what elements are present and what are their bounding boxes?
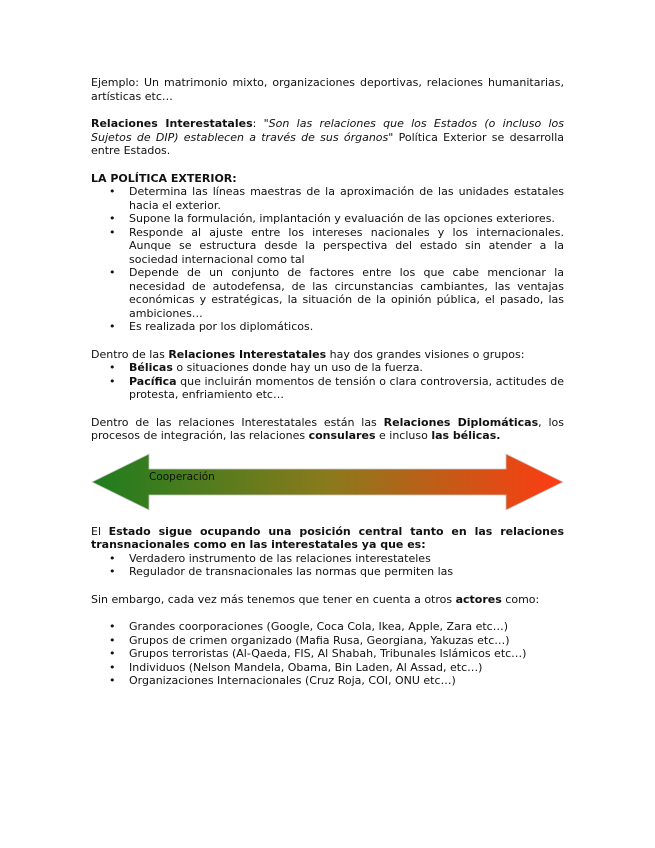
politica-heading: LA POLÍTICA EXTERIOR: [91,171,237,185]
list-item: • Pacífica que incluirán momentos de tensión o clara controversia, actitudes de protesta, enfriamiento etc… [129,375,564,402]
visiones-paragraph: Dentro de las Relaciones Interestatales hay dos grandes visiones o grupos: [91,347,525,361]
list-item: • Verdadero instrumento de las relaciones interestateles [129,552,564,566]
list-item: • Organizaciones Internacionales (Cruz Roja, COI, ONU etc…) [129,674,564,688]
interestatales-definition: Relaciones Interestatales: "Son las relaciones que los Estados (o incluso los Sujetos de DIP) establecen a través de sus órganos" Política Exterior se desarrolla entre Estados. [91,117,565,157]
cooperation-arrow [91,451,564,513]
list-item: • Es realizada por los diplomáticos. [129,320,564,334]
estado-paragraph: El Estado sigue ocupando una posición central tanto en las relaciones transnacionales como en las interestatales ya que es: [91,524,564,551]
list-item: • Supone la formulación, implantación y evaluación de las opciones exteriores. [129,212,564,226]
list-item: • Regulador de transnacionales las normas que permiten las [129,565,564,579]
list-item: • Grupos terroristas (Al-Qaeda, FIS, Al Shabah, Tribunales Islámicos etc…) [129,647,564,661]
list-item: • Individuos (Nelson Mandela, Obama, Bin Laden, Al Assad, etc…) [129,661,564,675]
visiones-list [91,361,564,402]
list-item: • Responde al ajuste entre los intereses nacionales y los internacionales. Aunque se estructura desde la perspectiva del estado sin atender a la sociedad internacional como tal [129,226,564,267]
actores-paragraph: Sin embargo, cada vez más tenemos que tener en cuenta a otros actores como: [91,592,540,606]
definition-quote: "Son las relaciones que los Estados (o incluso los Sujetos de DIP) establecen a través de sus órganos" [91,117,565,144]
intro-paragraph: Ejemplo: Un matrimonio mixto, organizaciones deportivas, relaciones humanitarias, artísticas etc… [91,76,564,103]
politica-list [91,185,564,334]
estado-list [91,552,564,579]
actores-list [91,620,564,688]
list-item: • Grupos de crimen organizado (Mafia Rusa, Georgiana, Yakuzas etc…) [129,634,564,648]
term-interestatales: Relaciones Interestatales [91,117,253,130]
list-item: • Determina las líneas maestras de la aproximación de las unidades estatales hacia el exterior. [129,185,564,212]
list-item: • Grandes coorporaciones (Google, Coca Cola, Ikea, Apple, Zara etc…) [129,620,564,634]
list-item: • Bélicas o situaciones donde hay un uso de la fuerza. [129,361,564,375]
list-item: • Depende de un conjunto de factores entre los que cabe mencionar la necesidad de autodefensa, de las circunstancias cambiantes, las ventajas económicas y estratégicas, la situación de la opinión pública, el pasado, las ambiciones… [129,266,564,320]
dentro-paragraph: Dentro de las relaciones Interestatales están las Relaciones Diplomáticas, los procesos de integración, las relaciones consulares e incluso las bélicas. [91,415,564,442]
document-page [91,76,564,688]
arrow-label: Cooperación [149,470,215,483]
